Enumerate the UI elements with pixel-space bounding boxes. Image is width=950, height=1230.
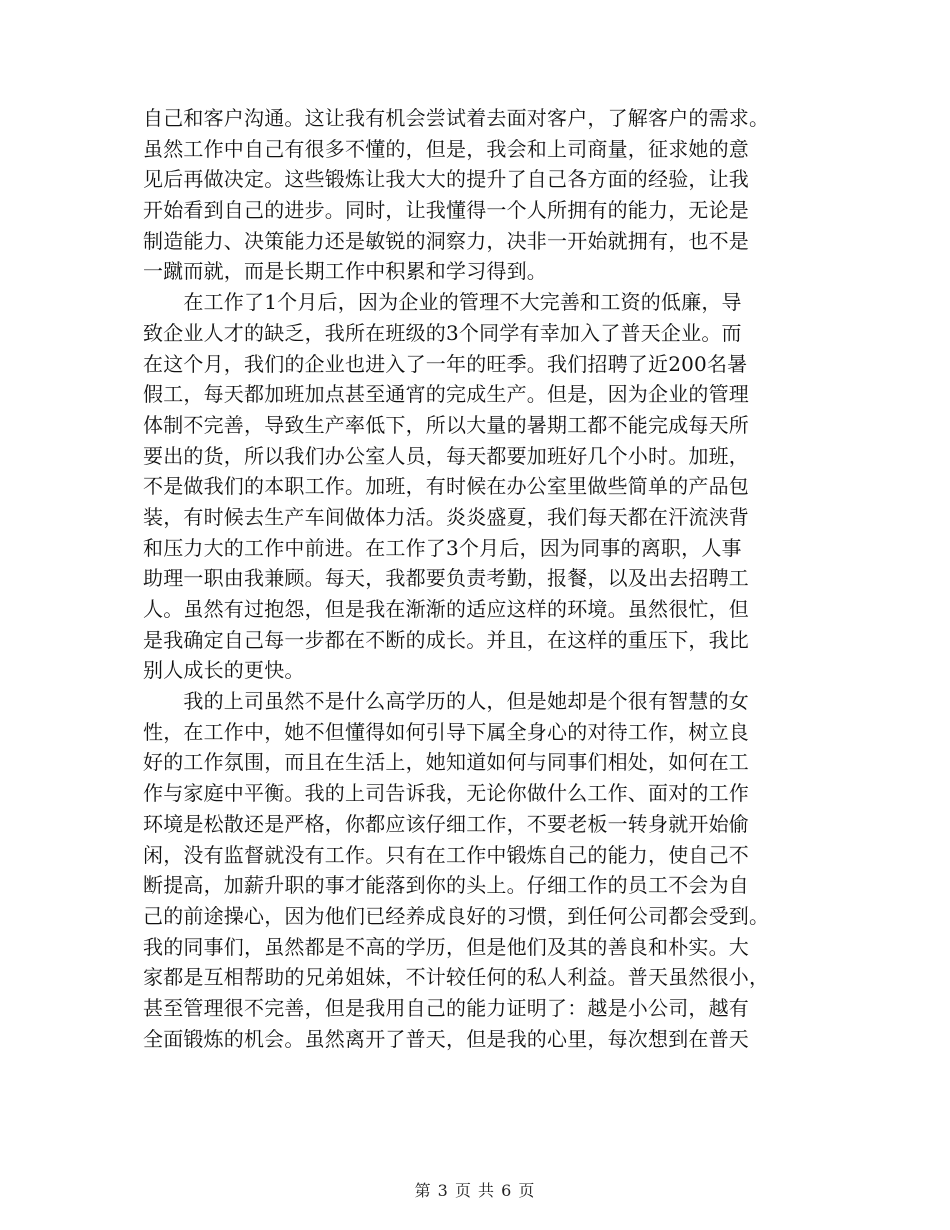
text-line: 甚至管理很不完善，但是我用自己的能力证明了：越是小公司，越有 (143, 995, 749, 1020)
text-line: 性，在工作中，她不但懂得如何引导下属全身心的对待工作，树立良 (143, 719, 749, 744)
text-line: 制造能力、决策能力还是敏锐的洞察力，决非一开始就拥有，也不是 (143, 228, 749, 253)
text-line: 助理一职由我兼顾。每天，我都要负责考勤，报餐，以及出去招聘工 (143, 566, 749, 591)
text-line: 人。虽然有过抱怨，但是我在渐渐的适应这样的环境。虽然很忙，但 (143, 597, 749, 621)
text-line: 假工，每天都加班加点甚至通宵的完成生产。但是，因为企业的管理 (143, 382, 749, 407)
text-line: 是我确定自己每一步都在不断的成长。并且，在这样的重压下，我比 (143, 627, 749, 652)
text-line: 环境是松散还是严格，你都应该仔细工作，不要老板一转身就开始偷 (143, 811, 749, 836)
text-line: 全面锻炼的机会。虽然离开了普天，但是我的心里，每次想到在普天 (143, 1026, 749, 1051)
text-line: 断提高，加薪升职的事才能落到你的头上。仔细工作的员工不会为自 (143, 873, 749, 898)
text-line: 别人成长的更快。 (143, 658, 305, 683)
text-line: 致企业人才的缺乏，我所在班级的3个同学有幸加入了普天企业。而 (143, 320, 742, 345)
text-line: 在这个月，我们的企业也进入了一年的旺季。我们招聘了近200名暑 (143, 351, 748, 376)
text-line: 装，有时候去生产车间做体力活。炎炎盛夏，我们每天都在汗流浃背 (143, 504, 749, 529)
text-line: 作与家庭中平衡。我的上司告诉我，无论你做什么工作、面对的工作 (143, 781, 749, 806)
text-line: 我的同事们，虽然都是不高的学历，但是他们及其的善良和朴实。大 (143, 934, 749, 959)
text-line: 我的上司虽然不是什么高学历的人，但是她却是个很有智慧的女 (143, 689, 749, 714)
text-line: 一蹴而就，而是长期工作中积累和学习得到。 (143, 259, 547, 284)
page-number-footer: 第 3 页 共 6 页 (414, 1181, 536, 1200)
text-line: 体制不完善，导致生产率低下，所以大量的暑期工都不能完成每天所 (143, 412, 749, 437)
text-line: 虽然工作中自己有很多不懂的，但是，我会和上司商量，征求她的意 (143, 136, 749, 161)
text-line: 要出的货，所以我们办公室人员，每天都要加班好几个小时。加班， (143, 443, 749, 468)
body-text (143, 103, 799, 1054)
text-line: 在工作了1个月后，因为企业的管理不大完善和工资的低廉，导 (143, 290, 742, 315)
text-line: 见后再做决定。这些锻炼让我大大的提升了自己各方面的经验，让我 (143, 167, 749, 192)
text-line: 家都是互相帮助的兄弟姐妹，不计较任何的私人利益。普天虽然很小， (143, 965, 770, 990)
text-line: 不是做我们的本职工作。加班，有时候在办公室里做些简单的产品包 (143, 474, 749, 499)
text-line: 闲，没有监督就没有工作。只有在工作中锻炼自己的能力，使自己不 (143, 842, 749, 867)
text-line: 好的工作氛围，而且在生活上，她知道如何与同事们相处，如何在工 (143, 750, 749, 775)
text-line: 和压力大的工作中前进。在工作了3个月后，因为同事的离职，人事 (143, 535, 742, 560)
text-line: 自己和客户沟通。这让我有机会尝试着去面对客户，了解客户的需求。 (143, 106, 770, 130)
text-line: 己的前途操心，因为他们已经养成良好的习惯，到任何公司都会受到。 (143, 903, 770, 928)
text-line: 开始看到自己的进步。同时，让我懂得一个人所拥有的能力，无论是 (143, 198, 749, 223)
